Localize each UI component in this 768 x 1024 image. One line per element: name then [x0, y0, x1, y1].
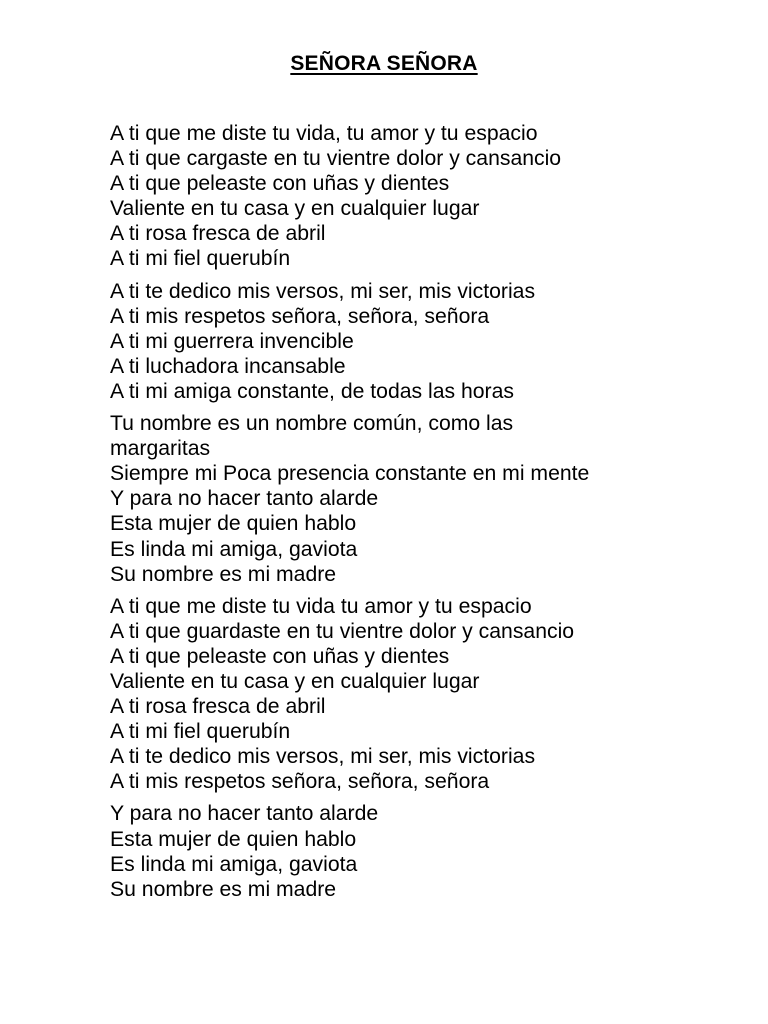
lyric-line: A ti rosa fresca de abril	[110, 695, 326, 719]
page-title: SEÑORA SEÑORA	[290, 52, 478, 75]
lyric-line: Y para no hacer tanto alarde	[110, 487, 379, 511]
stanza	[110, 121, 670, 272]
lyric-line: A ti te dedico mis versos, mi ser, mis victorias	[110, 745, 536, 769]
lyric-line: Es linda mi amiga, gaviota	[110, 537, 358, 561]
lyrics-body	[110, 121, 670, 909]
stanza	[110, 594, 670, 795]
lyric-line: A ti rosa fresca de abril	[110, 222, 326, 246]
lyric-line: Y para no hacer tanto alarde	[110, 802, 379, 826]
lyric-line: Tu nombre es un nombre común, como las	[110, 412, 514, 436]
lyric-line: Es linda mi amiga, gaviota	[110, 852, 358, 876]
lyric-line: A ti mi fiel querubín	[110, 720, 291, 744]
lyric-line: A ti que peleaste con uñas y dientes	[110, 172, 450, 196]
lyric-line: Valiente en tu casa y en cualquier lugar	[110, 197, 480, 221]
lyric-line: A ti que me diste tu vida, tu amor y tu espacio	[110, 122, 538, 145]
lyric-line: Esta mujer de quien hablo	[110, 512, 357, 536]
stanza	[110, 411, 670, 587]
lyric-line: A ti que me diste tu vida tu amor y tu espacio	[110, 594, 532, 618]
lyric-line: Su nombre es mi madre	[110, 877, 337, 901]
lyric-line: Esta mujer de quien hablo	[110, 827, 357, 851]
lyric-line: Valiente en tu casa y en cualquier lugar	[110, 669, 480, 693]
lyric-line: Su nombre es mi madre	[110, 562, 337, 586]
lyric-line: A ti que peleaste con uñas y dientes	[110, 644, 450, 668]
lyric-line: A ti mi amiga constante, de todas las horas	[110, 379, 514, 403]
lyric-line: A ti mis respetos señora, señora, señora	[110, 770, 490, 794]
lyric-line: A ti mi guerrera invencible	[110, 329, 354, 353]
lyric-line: A ti mis respetos señora, señora, señora	[110, 304, 490, 328]
lyric-line: A ti luchadora incansable	[110, 354, 346, 378]
lyric-line: A ti que cargaste en tu vientre dolor y cansancio	[110, 147, 562, 171]
lyric-line: A ti mi fiel querubín	[110, 247, 291, 271]
stanza	[110, 801, 670, 901]
lyric-line: A ti te dedico mis versos, mi ser, mis victorias	[110, 279, 536, 303]
lyric-line: A ti que guardaste en tu vientre dolor y cansancio	[110, 619, 575, 643]
lyric-line: margaritas	[110, 437, 211, 461]
stanza	[110, 279, 670, 404]
lyric-line: Siempre mi Poca presencia constante en mi mente	[110, 462, 590, 486]
